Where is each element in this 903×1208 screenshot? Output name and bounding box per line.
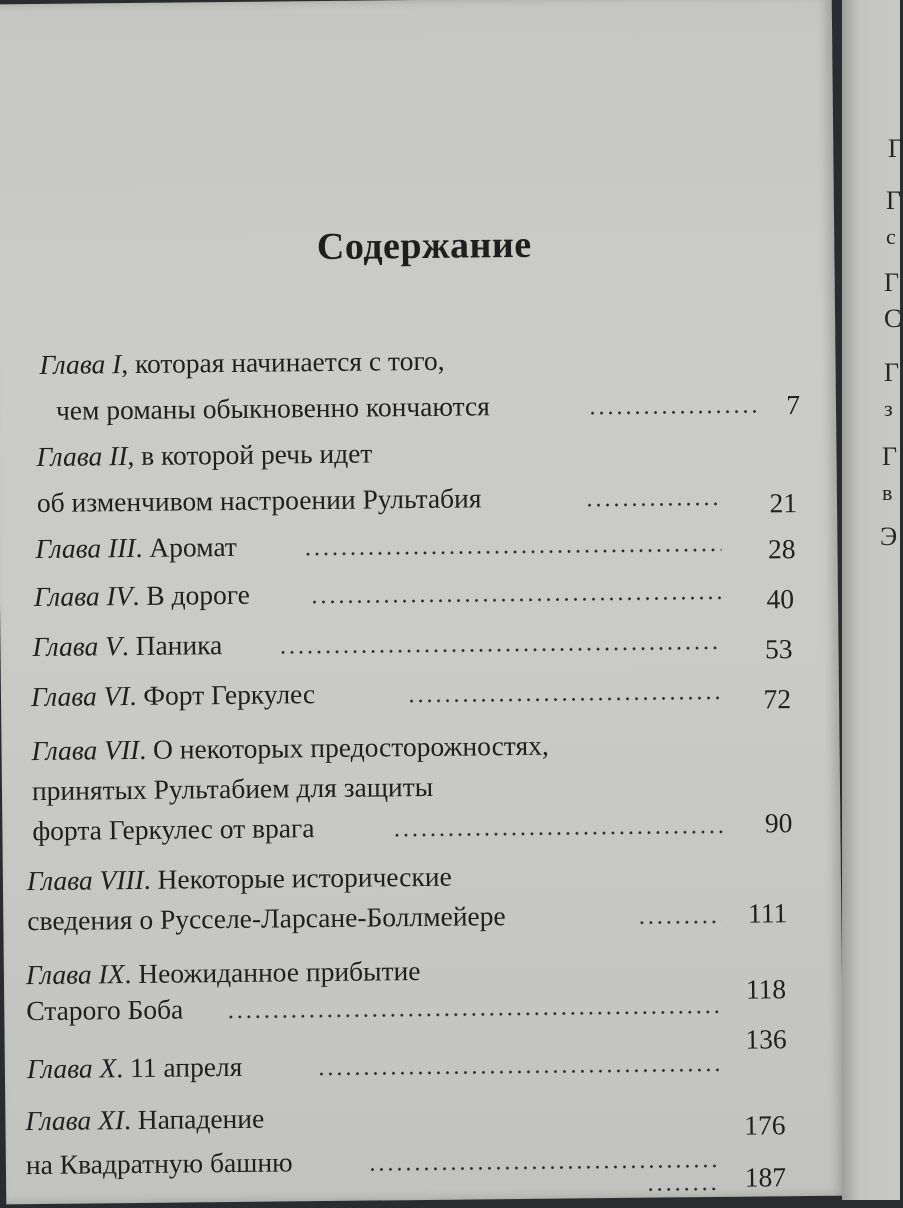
dot-leader [407, 696, 723, 703]
chapter-title-line: . Форт Геркулес [129, 678, 316, 712]
toc-entry [36, 432, 798, 519]
chapter-title-line: . О некоторых предосторожностях, [139, 729, 549, 765]
chapter-number: Глава IV [33, 580, 133, 613]
chapter-number: Глава VIII [26, 863, 144, 897]
page-title: Содержание [316, 223, 532, 269]
page-number: 111 [747, 897, 788, 929]
chapter-number: Глава III [35, 531, 136, 565]
page-number: 28 [767, 533, 796, 565]
toc-entry [32, 622, 793, 665]
chapter-number: Глава X [26, 1052, 117, 1085]
dot-leader [317, 1068, 719, 1076]
page-number: 136 [745, 1023, 787, 1055]
chapter-number: Глава V [32, 630, 123, 663]
chapter-title-line: . Паника [121, 629, 223, 662]
adjacent-page-text: Г [884, 268, 900, 297]
chapter-title-line: . В дороге [132, 578, 251, 612]
toc-entry [35, 524, 796, 565]
page-number: 72 [763, 683, 792, 715]
page-number: 187 [744, 1161, 787, 1193]
toc-entry [25, 950, 787, 1027]
chapter-title-line: . Нападение [123, 1102, 265, 1136]
chapter-title-line: . 11 апреля [116, 1050, 243, 1084]
page-number: 90 [764, 807, 793, 839]
adjacent-page-text: з [884, 396, 893, 421]
dot-leader [588, 409, 758, 415]
toc-entry [33, 572, 795, 615]
chapter-title-line: сведения о Русселе-Ларсане-Боллмейере [27, 900, 506, 937]
chapter-title-line: , в которой речь идет [127, 437, 373, 472]
chapter-title-line: на Квадратную башню [25, 1146, 293, 1181]
page-number: 40 [766, 583, 795, 615]
adjacent-page-text: Э [880, 522, 898, 551]
chapter-title-line: форта Геркулес от врага [32, 812, 315, 847]
adjacent-page-text: Г [886, 186, 902, 215]
chapter-number: Глава II [36, 440, 128, 473]
toc-entry [39, 340, 801, 426]
chapter-title-line: принятых Рультабием для защиты [31, 770, 434, 807]
chapter-title-line: . Аромат [135, 530, 238, 563]
chapter-title-line: . Неожиданное прибытие [124, 955, 421, 990]
page-number: 176 [744, 1109, 786, 1141]
chapter-title-line: , которая начинается с того, [121, 344, 445, 380]
dot-leader [585, 502, 719, 507]
adjacent-page-text: Г [888, 134, 903, 163]
page-number: 7 [786, 389, 801, 421]
chapter-number: Глава IX [25, 958, 125, 991]
toc-entry [31, 726, 793, 847]
adjacent-page-text: с [886, 224, 896, 249]
adjacent-page-text: Г [884, 358, 900, 387]
adjacent-page-text: С [884, 304, 902, 333]
adjacent-page-text: Г [882, 442, 898, 471]
dot-leader [646, 1187, 720, 1192]
page-number: 118 [745, 973, 787, 1005]
toc-entry [26, 856, 788, 937]
chapter-number: Глава I [39, 348, 122, 380]
dot-leader [310, 596, 722, 604]
chapter-number: Глава XI [25, 1104, 125, 1137]
adjacent-page [842, 0, 903, 1200]
page-number: 53 [764, 633, 793, 665]
chapter-title-line: чем романы обыкновенно кончаются [55, 390, 490, 426]
dot-leader [303, 548, 721, 556]
dot-leader [637, 920, 721, 925]
dot-leader [392, 830, 724, 837]
adjacent-page-text: в [882, 480, 893, 505]
chapter-title-line: об изменчивом настроении Рультабия [36, 482, 482, 519]
toc-entry [30, 672, 792, 715]
dot-leader [226, 1010, 720, 1019]
dot-leader [279, 646, 723, 655]
chapter-number: Глава VII [31, 733, 140, 767]
chapter-number: Глава VI [30, 680, 130, 713]
toc-entry [26, 1023, 787, 1085]
chapter-title-line: . Некоторые исторические [143, 860, 452, 895]
chapter-title-line: Старого Боба [26, 993, 184, 1027]
page-number: 21 [769, 487, 798, 519]
